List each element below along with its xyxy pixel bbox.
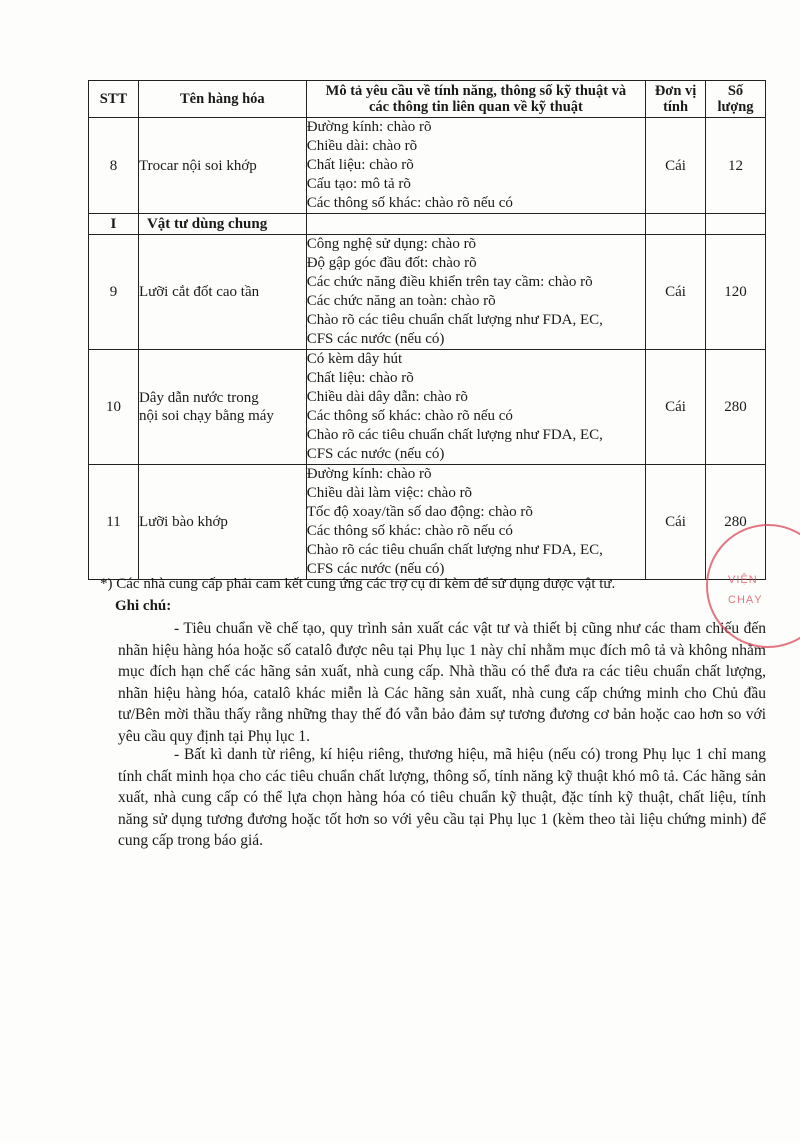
item-name-line2: nội soi chạy bằng máy — [138, 408, 274, 424]
header-unit-line1: Đơn vị — [654, 83, 697, 99]
description-line: Các thông số khác: chào rõ nếu có — [306, 523, 513, 539]
requirements-table — [88, 80, 766, 580]
header-unit-line2: tính — [663, 99, 689, 115]
header-description-line2: các thông tin liên quan về kỹ thuật — [368, 99, 583, 115]
item-name-line1: Dây dẫn nước trong — [138, 390, 259, 406]
description-line: CFS các nước (nếu có) — [306, 446, 445, 462]
group-empty-cell — [306, 214, 645, 235]
description-line: Các thông số khác: chào rõ nếu có — [306, 195, 513, 211]
header-quantity — [706, 81, 766, 118]
header-description-line1: Mô tả yêu cầu về tính năng, thông số kỹ thuật và — [325, 83, 627, 99]
group-empty-cell — [706, 214, 766, 235]
note-paragraph-1: - Tiêu chuẩn về chế tạo, quy trình sản xuất các vật tư và thiết bị cũng như các tham chiếu đến nhãn hiệu hàng hóa hoặc số catalô được nêu tại Phụ lục 1 này chỉ nhằm mục đích mô tả và không nhằm mục đích hạn chế các hãng sản xuất, nhà cung cấp. Nhà thầu có thể đưa ra các tiêu chuẩn chất lượng, nhãn hiệu hàng hóa, catalô khác miễn là Các hãng sản xuất, nhà cung cấp chứng minh cho Chủ đầu tư/Bên mời thầu thấy rằng những thay thế đó vẫn bảo đảm sự tương đương cơ bản hoặc cao hơn so với yêu cầu quy định tại Phụ lục 1. — [118, 620, 766, 745]
table-row — [89, 118, 766, 214]
description-line: Cấu tạo: mô tả rõ — [306, 176, 411, 192]
description-line: Chất liệu: chào rõ — [306, 370, 414, 386]
row-quantity: 12 — [706, 118, 766, 214]
row-stt: 10 — [89, 350, 139, 465]
group-name: Vật tư dùng chung — [138, 214, 306, 235]
description-line: Các chức năng điều khiển trên tay cầm: chào rõ — [306, 274, 593, 290]
row-description — [306, 235, 645, 350]
row-stt: 9 — [89, 235, 139, 350]
description-line: Có kèm dây hút — [306, 351, 403, 367]
row-unit: Cái — [646, 465, 706, 580]
row-quantity: 120 — [706, 235, 766, 350]
description-line: CFS các nước (nếu có) — [306, 331, 445, 347]
table-row — [89, 465, 766, 580]
header-unit — [646, 81, 706, 118]
row-item-name: Lưỡi cắt đốt cao tần — [138, 235, 306, 350]
row-stt: 11 — [89, 465, 139, 580]
stamp-text-line2: CHẠY — [728, 594, 763, 606]
description-line: Các thông số khác: chào rõ nếu có — [306, 408, 513, 424]
row-item-name: Lưỡi bào khớp — [138, 465, 306, 580]
description-line: Chất liệu: chào rõ — [306, 157, 414, 173]
group-empty-cell — [646, 214, 706, 235]
row-description — [306, 465, 645, 580]
description-line: Chiều dài làm việc: chào rõ — [306, 485, 473, 501]
description-line: Độ gập góc đầu đốt: chào rõ — [306, 255, 477, 271]
row-unit: Cái — [646, 350, 706, 465]
header-name: Tên hàng hóa — [138, 81, 306, 118]
description-line: Chào rõ các tiêu chuẩn chất lượng như FDA, EC, — [306, 427, 603, 443]
row-unit: Cái — [646, 118, 706, 214]
description-line: CFS các nước (nếu có) — [306, 561, 445, 577]
header-description — [306, 81, 645, 118]
row-unit: Cái — [646, 235, 706, 350]
header-quantity-line1: Số — [727, 83, 744, 99]
description-line: Công nghệ sử dụng: chào rõ — [306, 236, 477, 252]
row-stt: 8 — [89, 118, 139, 214]
footnote: *) Các nhà cung cấp phải cam kết cung ứng các trợ cụ đi kèm để sử dụng được vật tư. — [100, 576, 616, 592]
group-stt: I — [89, 214, 139, 235]
description-line: Tốc độ xoay/tần số dao động: chào rõ — [306, 504, 533, 520]
row-quantity: 280 — [706, 465, 766, 580]
stamp-text-line1: VIỆN — [728, 574, 758, 586]
description-line: Chiều dài: chào rõ — [306, 138, 418, 154]
group-row — [89, 214, 766, 235]
row-item-name: Trocar nội soi khớp — [138, 118, 306, 214]
table-row — [89, 235, 766, 350]
header-stt: STT — [89, 81, 139, 118]
description-line: Các chức năng an toàn: chào rõ — [306, 293, 496, 309]
notes-title: Ghi chú: — [115, 598, 172, 614]
description-line: Đường kính: chào rõ — [306, 466, 432, 482]
table-header-row — [89, 81, 766, 118]
header-quantity-line2: lượng — [717, 99, 754, 115]
row-item-name — [138, 350, 306, 465]
description-line: Chiều dài dây dẫn: chào rõ — [306, 389, 468, 405]
note-paragraph-2: - Bất kì danh từ riêng, kí hiệu riêng, thương hiệu, mã hiệu (nếu có) trong Phụ lục 1 chỉ mang tính chất minh họa cho các tiêu chuẩn chất lượng, thông số, tính năng kỹ thuật khó mô tả. Các hãng sản xuất, nhà cung cấp có thể lựa chọn hàng hóa có tiêu chuẩn kỹ thuật, đặc tính kỹ thuật, chất liệu, tính năng sử dụng tương đương hoặc tốt hơn so với yêu cầu tại Phụ lục 1 (kèm theo tài liệu chứng minh) để cung cấp trong báo giá. — [118, 746, 766, 849]
description-line: Chào rõ các tiêu chuẩn chất lượng như FDA, EC, — [306, 312, 603, 328]
table-row — [89, 350, 766, 465]
row-description — [306, 350, 645, 465]
description-line: Chào rõ các tiêu chuẩn chất lượng như FDA, EC, — [306, 542, 603, 558]
description-line: Đường kính: chào rõ — [306, 119, 432, 135]
row-description — [306, 118, 645, 214]
row-quantity: 280 — [706, 350, 766, 465]
